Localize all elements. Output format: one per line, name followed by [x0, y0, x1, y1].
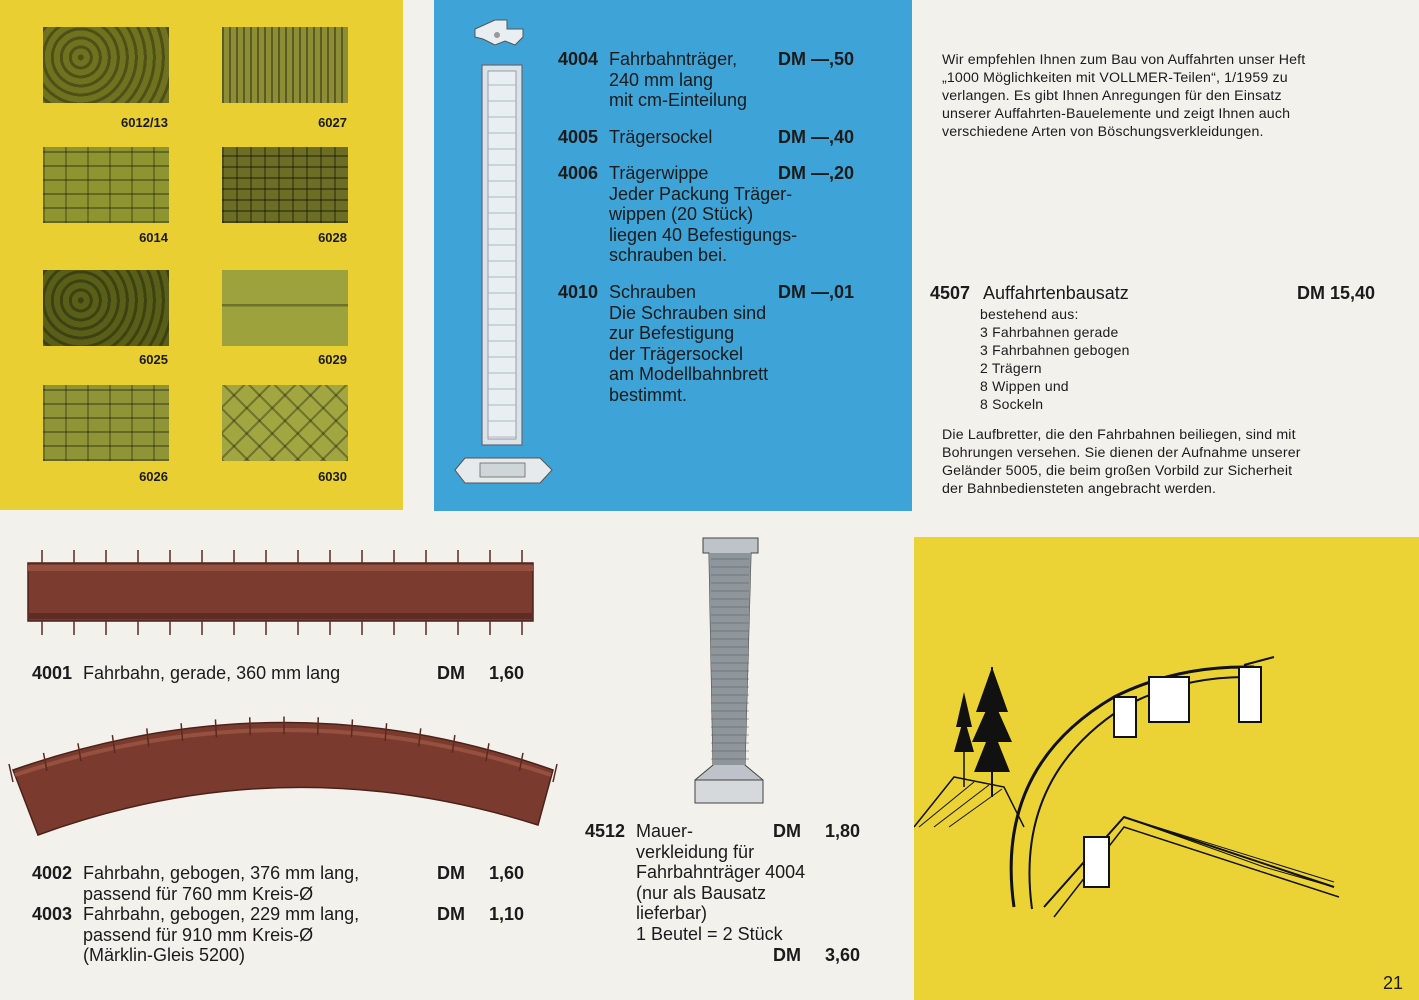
item-4002-text: Fahrbahn, gebogen, 376 mm lang, passend für 760 mm Kreis-Ø: [83, 863, 360, 904]
item-4003-dm: DM: [437, 904, 465, 924]
girder-bar-image: [482, 65, 522, 445]
railing-post: [318, 717, 319, 735]
swatch-label: 6030: [318, 469, 347, 484]
item-4002-number: 4002: [32, 863, 73, 883]
item-4512-number: 4512: [585, 821, 626, 841]
item-4001-text: Fahrbahn, gerade, 360 mm lang: [83, 663, 341, 683]
curved-roadbed-image: [8, 695, 563, 845]
girder-base-image: [455, 458, 552, 483]
swatch-label: 6029: [318, 352, 347, 367]
kit-number: 4507: [930, 283, 971, 303]
swatch-6014: [43, 147, 169, 223]
item-4003-number: 4003: [32, 904, 73, 924]
railing-post: [9, 764, 13, 782]
girder-illustration: [445, 15, 565, 495]
item-4001-number: 4001: [32, 663, 73, 683]
item-number: 4010: [558, 282, 599, 302]
swatch-label: 6025: [139, 352, 168, 367]
item-4002-dm: DM: [437, 863, 465, 883]
railing-post: [553, 764, 557, 782]
swatch-6027: [222, 27, 348, 103]
item-price: DM —,40: [778, 127, 855, 147]
item-4512-dm2: DM: [773, 945, 801, 965]
item-4003-text: Fahrbahn, gebogen, 229 mm lang, passend für 910 mm Kreis-Ø (Märklin-Gleis 5200): [83, 904, 360, 965]
item-4001-dm: DM: [437, 663, 465, 683]
swatch-label: 6028: [318, 230, 347, 245]
item-4512-price2: 3,60: [825, 945, 861, 965]
swatch-label: 6026: [139, 469, 168, 484]
item-description: Schrauben Die Schrauben sind zur Befestigung der Trägersockel am Modellbahnbrett bestimmt.: [609, 282, 769, 405]
kit-parts: bestehend aus: 3 Fahrbahnen gerade 3 Fahrbahnen gebogen 2 Trägern 8 Wippen und 8 Sockeln: [980, 306, 1130, 412]
railing-post: [250, 717, 251, 735]
item-price: DM —,20: [778, 163, 855, 183]
swatch-6030: [222, 385, 348, 461]
wall-cladding-image: [683, 535, 783, 810]
item-number: 4004: [558, 49, 599, 69]
kit-note: Die Laufbretter, die den Fahrbahnen beiliegen, sind mit Bohrungen versehen. Sie dienen der Aufnahme unserer Geländer 5005, die beim großen Vorbild zur Sicherheit der Bahnbediensteten angebracht werden.: [942, 427, 1301, 497]
kit-name: Auffahrtenbausatz: [983, 283, 1129, 303]
item-description: Fahrbahnträger, 240 mm lang mit cm-Einteilung: [609, 49, 748, 110]
item-4512-price: 1,80: [825, 821, 861, 841]
swatch-6028: [222, 147, 348, 223]
item-number: 4006: [558, 163, 599, 183]
item-4512-dm: DM: [773, 821, 801, 841]
item-4003-price: 1,10: [489, 904, 525, 924]
swatch-label: 6012/13: [121, 115, 168, 130]
item-4001-price: 1,60: [489, 663, 525, 683]
kit-price: DM 15,40: [1296, 283, 1375, 303]
item-4512-text: Mauer- verkleidung für Fahrbahnträger 4004 (nur als Bausatz lieferbar) 1 Beutel = 2 Stück: [636, 821, 806, 944]
straight-roadbed-image: [22, 545, 542, 640]
swatch-label: 6027: [318, 115, 347, 130]
kit-subtitle: bestehend aus:: [980, 306, 1079, 322]
item-4002-price: 1,60: [489, 863, 525, 883]
item-number: 4005: [558, 127, 599, 147]
intro-paragraph: Wir empfehlen Ihnen zum Bau von Auffahrten unser Heft „1000 Möglichkeiten mit VOLLMER-Teilen“, 1/1959 zu verlangen. Es gibt Ihnen Anregungen für den Einsatz unserer Auffahrten-Bauelemente und zeigt Ihnen auch verschiedene Arten von Böschungsverkleidungen.: [942, 52, 1306, 140]
item-description: Trägersockel: [609, 127, 713, 147]
railing-post: [215, 719, 216, 737]
swatch-label: 6014: [139, 230, 168, 245]
swatch-6029: [222, 270, 348, 346]
page-number: 21: [1383, 973, 1404, 993]
girder-bracket-image: [475, 20, 523, 45]
item-description: Trägerwippe Jeder Packung Träger- wippen (20 Stück) liegen 40 Befestigungs- schrauben bei.: [609, 163, 798, 265]
swatch-6026: [43, 385, 169, 461]
item-price: DM —,50: [778, 49, 855, 69]
ramp-scene-illustration: [914, 537, 1419, 1000]
item-price: DM —,01: [778, 282, 855, 302]
railing-post: [351, 719, 352, 737]
swatch-6025: [43, 270, 169, 346]
swatch-6012-13: [43, 27, 169, 103]
